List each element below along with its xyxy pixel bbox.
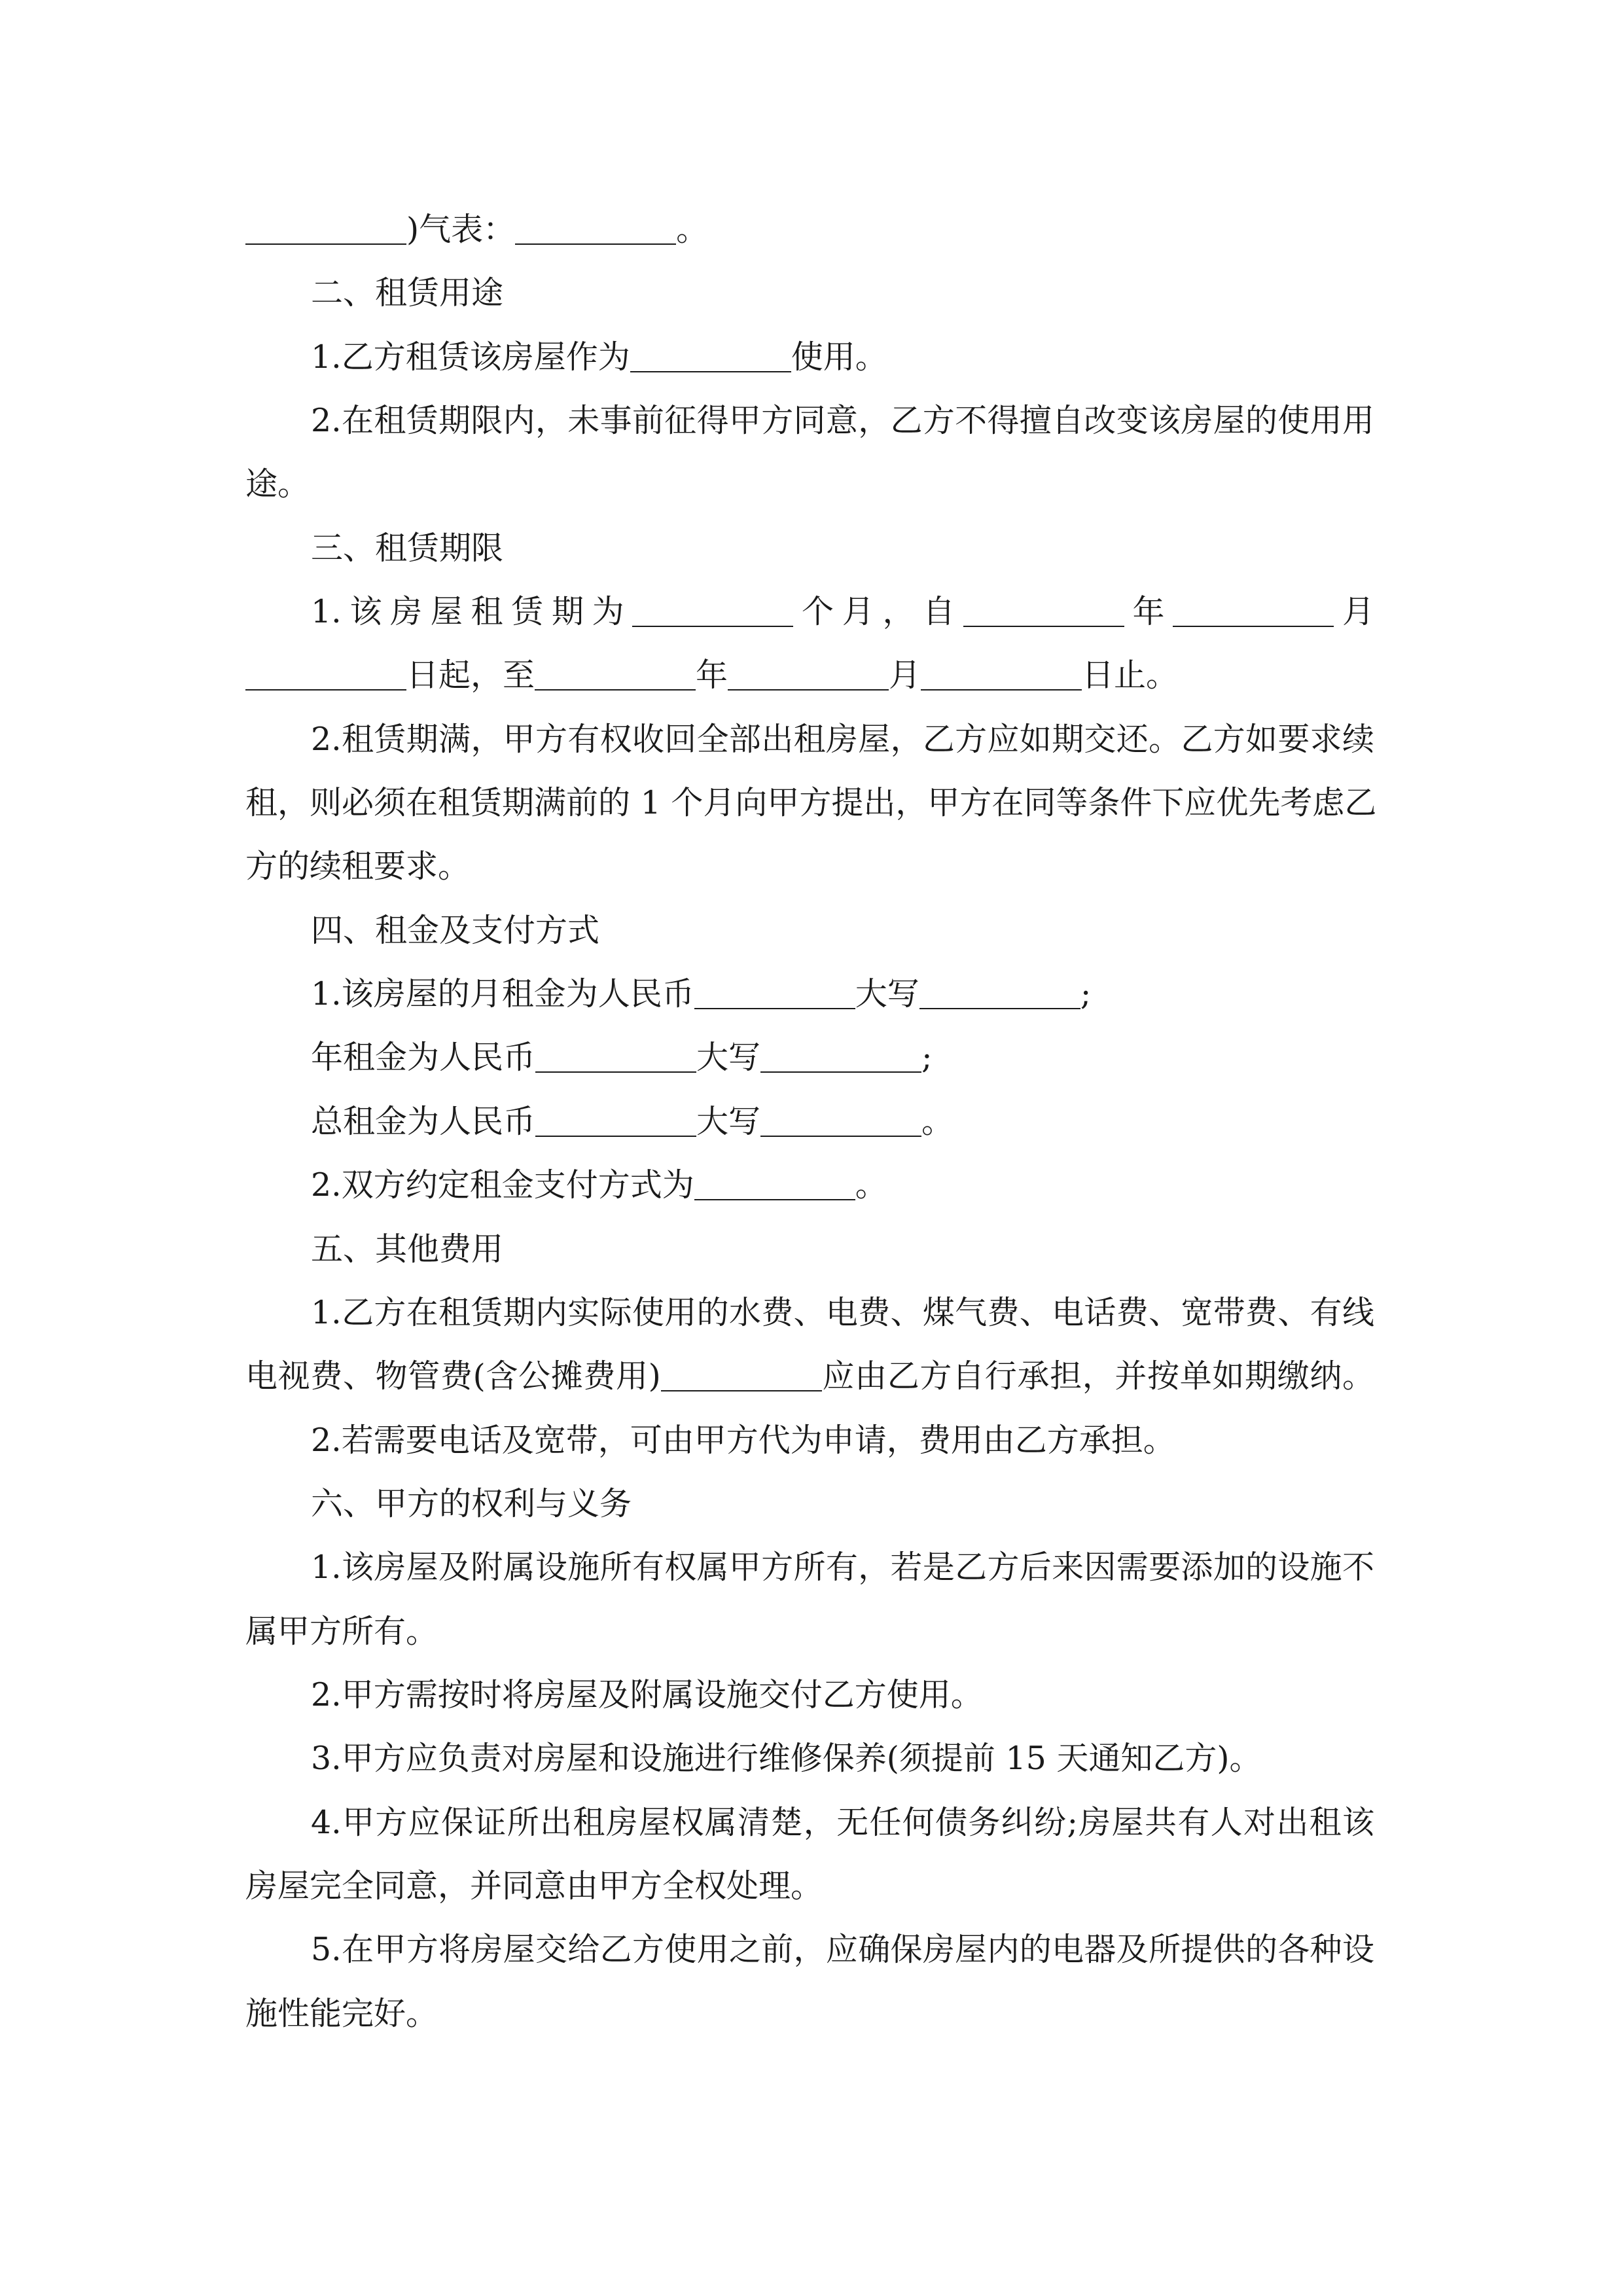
line-text: 。	[855, 1166, 887, 1204]
fill-in-blank	[760, 1046, 921, 1073]
fill-in-blank	[535, 1109, 696, 1136]
clause-line: 2.甲方需按时将房屋及附属设施交付乙方使用。	[311, 1676, 983, 1713]
line-text: 年租金为人民币	[311, 1039, 536, 1077]
fill-in-blank	[919, 982, 1080, 1009]
fill-in-blank	[535, 664, 696, 691]
clause-line	[245, 1026, 1374, 1089]
clause-line	[245, 643, 1374, 707]
clause-line	[245, 962, 1374, 1026]
section-heading-lease-term: 三、租赁期限	[311, 529, 504, 567]
fill-in-blank	[245, 664, 406, 691]
fill-in-blank	[760, 1109, 921, 1136]
clause-line	[245, 1153, 1374, 1217]
clause-line: 2.租赁期满，甲方有权收回全部出租房屋，乙方应如期交还。乙方如要求续	[311, 720, 1374, 758]
contract-page	[245, 198, 1377, 2045]
continuation-line	[245, 198, 1374, 261]
line-text: 。	[921, 1102, 954, 1140]
line-text: 。	[676, 211, 709, 248]
line-text: 月	[889, 656, 921, 694]
line-text: 日起，至	[406, 656, 535, 694]
clause-line: 房屋完全同意，并同意由甲方全权处理。	[245, 1867, 823, 1905]
fill-in-blank	[728, 664, 889, 691]
fill-in-blank	[963, 600, 1124, 627]
clause-line: 2.在租赁期限内，未事前征得甲方同意，乙方不得擅自改变该房屋的使用用	[311, 402, 1374, 440]
fill-in-blank	[1173, 600, 1334, 627]
clause-line	[245, 325, 1374, 389]
line-text: 1.该房屋租赁期为	[311, 593, 633, 631]
clause-line	[245, 1090, 1374, 1153]
clause-line: 4.甲方应保证所出租房屋权属清楚，无任何债务纠纷;房屋共有人对出租该	[311, 1803, 1374, 1841]
clause-line	[245, 580, 1374, 643]
line-text: 电视费、物管费(含公摊费用)	[245, 1357, 661, 1395]
line-text: ;	[921, 1039, 933, 1077]
line-text: 月	[1334, 593, 1374, 631]
fill-in-blank	[630, 345, 791, 372]
fill-in-blank	[535, 1046, 696, 1073]
line-text: 年	[696, 656, 728, 694]
fill-in-blank	[632, 600, 793, 627]
clause-line: 属甲方所有。	[245, 1612, 438, 1650]
fill-in-blank	[694, 982, 855, 1009]
clause-line: 1.乙方在租赁期内实际使用的水费、电费、煤气费、电话费、宽带费、有线	[311, 1293, 1374, 1331]
section-heading-rent-payment: 四、租金及支付方式	[311, 911, 600, 949]
fill-in-blank	[245, 218, 406, 245]
fill-in-blank	[921, 664, 1082, 691]
section-heading-other-fees: 五、其他费用	[311, 1230, 504, 1268]
line-text: ;	[1080, 975, 1092, 1013]
clause-line: 租，则必须在租赁期满前的 1 个月向甲方提出，甲方在同等条件下应优先考虑乙	[245, 784, 1377, 822]
line-text: 个月，自	[793, 593, 963, 631]
line-text: 大写	[855, 975, 919, 1013]
line-text: 大写	[696, 1102, 761, 1140]
fill-in-blank	[661, 1365, 822, 1391]
line-text: 2.双方约定租金支付方式为	[311, 1166, 694, 1204]
section-heading-lessor-rights: 六、甲方的权利与义务	[311, 1484, 632, 1522]
clause-line: 5.在甲方将房屋交给乙方使用之前，应确保房屋内的电器及所提供的各种设	[311, 1931, 1374, 1969]
line-text: )气表：	[406, 211, 516, 248]
clause-line	[245, 1344, 1374, 1408]
clause-line: 途。	[245, 465, 310, 503]
line-text: 大写	[696, 1039, 761, 1077]
line-text: 日止。	[1082, 656, 1179, 694]
clause-line: 2.若需要电话及宽带，可由甲方代为申请，费用由乙方承担。	[311, 1421, 1175, 1459]
line-text: 应由乙方自行承担，并按单如期缴纳。	[821, 1357, 1374, 1395]
fill-in-blank	[515, 218, 676, 245]
line-text: 总租金为人民币	[311, 1102, 536, 1140]
line-text: 1.乙方租赁该房屋作为	[311, 338, 630, 376]
clause-line: 1.该房屋及附属设施所有权属甲方所有，若是乙方后来因需要添加的设施不	[311, 1549, 1374, 1587]
clause-line: 方的续租要求。	[245, 848, 471, 886]
clause-line: 施性能完好。	[245, 1994, 438, 2032]
clause-line: 3.甲方应负责对房屋和设施进行维修保养(须提前 15 天通知乙方)。	[311, 1740, 1262, 1778]
line-text: 1.该房屋的月租金为人民币	[311, 975, 694, 1013]
line-text: 使用。	[791, 338, 887, 376]
line-text: 年	[1124, 593, 1173, 631]
section-heading-rental-use: 二、租赁用途	[311, 274, 504, 312]
fill-in-blank	[694, 1174, 855, 1200]
